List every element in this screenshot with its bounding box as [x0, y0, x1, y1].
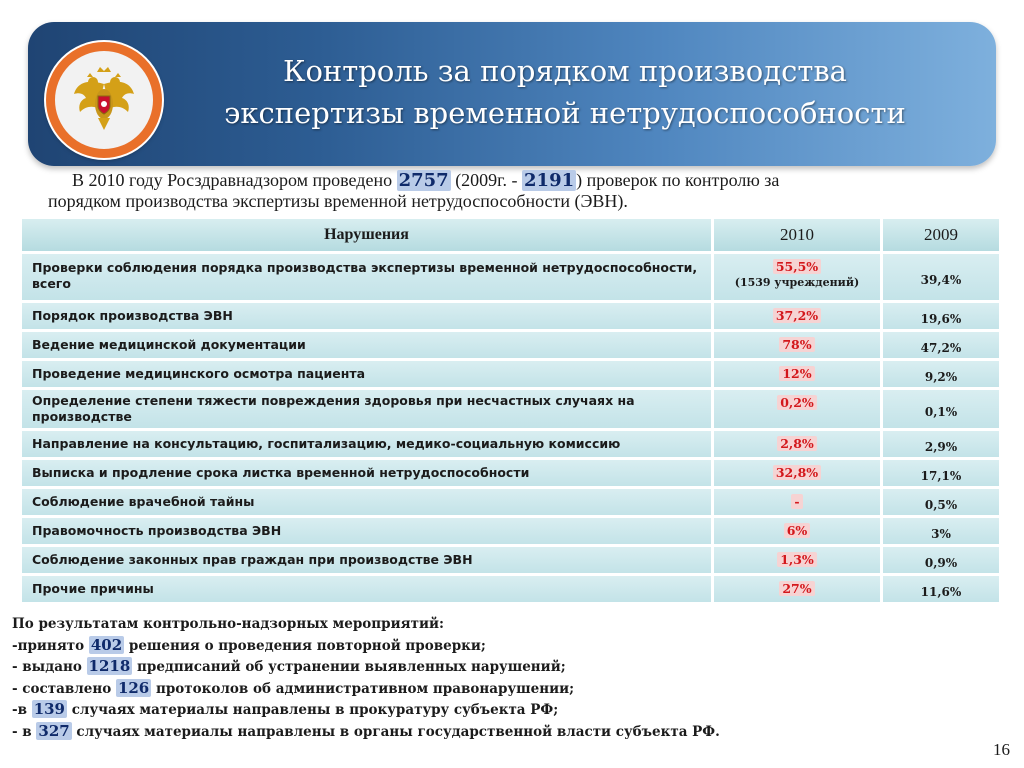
value-2010-text: 2,8% [777, 436, 817, 451]
result-prefix: -в [12, 702, 32, 718]
violation-name: Выписка и продление срока листка временной нетрудоспособности [22, 460, 714, 486]
result-prefix: - в [12, 723, 37, 740]
violation-name: Определение степени тяжести повреждения здоровья при несчастных случаях на производстве [22, 390, 714, 428]
result-text: случаях материалы направлены в прокуратуру субъекта РФ; [67, 702, 559, 718]
page-title [150, 50, 980, 134]
value-2009: 17,1% [883, 460, 1002, 486]
violation-name: Проведение медицинского осмотра пациента [22, 361, 714, 387]
table-row [22, 254, 1002, 300]
result-number: 327 [38, 721, 70, 740]
institutions-note: (1539 учреждений) [734, 276, 860, 289]
violation-name: Проверки соблюдения порядка производства экспертизы временной нетрудоспособности, всего [22, 254, 714, 300]
result-number: 126 [117, 678, 150, 697]
value-2010-text: 0,2% [777, 395, 817, 410]
value-2010-text: 6% [784, 523, 811, 538]
result-prefix: -принято [12, 637, 89, 654]
result-number: 402 [90, 635, 123, 654]
result-number: 139 [33, 700, 65, 718]
value-2010 [714, 547, 883, 573]
value-2010-text: 1,3% [777, 552, 817, 567]
table-row [22, 431, 1002, 457]
title-line-1: Контроль за порядком производства [283, 54, 847, 88]
value-2010 [714, 303, 883, 329]
value-2009: 3% [883, 518, 1002, 544]
result-text: решения о проведения повторной проверки; [124, 637, 486, 654]
result-prefix: - составлено [12, 680, 116, 697]
title-line-2: экспертизы временной нетрудоспособности [224, 96, 906, 130]
intro-line-1 [48, 170, 968, 191]
intro-text-3: ) проверок по контролю за [576, 170, 780, 190]
results-item-orders [12, 656, 972, 678]
intro-line-2: порядком производства экспертизы временной нетрудоспособности (ЭВН). [48, 191, 628, 211]
violation-name: Соблюдение законных прав граждан при производстве ЭВН [22, 547, 714, 573]
results-item-prosecutor [12, 699, 972, 721]
header-violations: Нарушения [22, 219, 714, 251]
intro-text-1: В 2010 году Росздравнадзором проведено [72, 170, 397, 190]
value-2010 [714, 431, 883, 457]
value-2010-text: 32,8% [773, 465, 821, 480]
value-2010 [714, 489, 883, 515]
table-row [22, 361, 1002, 387]
value-2010 [714, 332, 883, 358]
value-2009: 39,4% [883, 254, 1002, 300]
result-number: 1218 [88, 657, 131, 675]
violations-table [22, 216, 1002, 605]
header-2010: 2010 [714, 219, 883, 251]
violation-name: Правомочность производства ЭВН [22, 518, 714, 544]
violation-name: Направление на консультацию, госпитализацию, медико-социальную комиссию [22, 431, 714, 457]
table-row [22, 332, 1002, 358]
value-2010-text: 27% [779, 581, 814, 596]
table-row [22, 547, 1002, 573]
results-item-decisions [12, 635, 972, 657]
checks-2009-count: 2191 [524, 170, 575, 191]
value-2009: 11,6% [883, 576, 1002, 602]
value-2010-text: 55,5% [773, 259, 821, 274]
intro-paragraph [48, 170, 968, 211]
header-2009: 2009 [883, 219, 1002, 251]
value-2010 [714, 518, 883, 544]
value-2010-text: 78% [779, 337, 814, 352]
results-item-authorities [12, 721, 972, 743]
table-row [22, 576, 1002, 602]
violation-name: Соблюдение врачебной тайны [22, 489, 714, 515]
value-2010 [714, 460, 883, 486]
value-2010 [714, 390, 883, 428]
value-2009: 0,1% [883, 390, 1002, 428]
coat-of-arms-emblem [46, 42, 162, 158]
results-section [12, 614, 972, 742]
results-heading: По результатам контрольно-надзорных мероприятий: [12, 616, 444, 632]
checks-2010-count: 2757 [398, 170, 449, 191]
result-text: предписаний об устранении выявленных нарушений; [132, 659, 566, 675]
value-2009: 9,2% [883, 361, 1002, 387]
value-2010-text: 37,2% [773, 308, 821, 323]
value-2009: 47,2% [883, 332, 1002, 358]
table-row [22, 518, 1002, 544]
value-2010 [714, 361, 883, 387]
table-header-row [22, 219, 1002, 251]
value-2010 [714, 576, 883, 602]
result-prefix: - выдано [12, 659, 87, 675]
page-number: 16 [993, 740, 1010, 759]
table-row [22, 390, 1002, 428]
violation-name: Ведение медицинской документации [22, 332, 714, 358]
value-2010-text: - [791, 494, 802, 509]
value-2009: 0,5% [883, 489, 1002, 515]
violation-name: Порядок производства ЭВН [22, 303, 714, 329]
table-row [22, 489, 1002, 515]
intro-text-2: (2009г. - [450, 170, 523, 190]
value-2009: 2,9% [883, 431, 1002, 457]
value-2009: 19,6% [883, 303, 1002, 329]
result-text: случаях материалы направлены в органы государственной власти субъекта РФ. [71, 723, 720, 740]
table-row [22, 460, 1002, 486]
results-item-protocols [12, 678, 972, 700]
table-row [22, 303, 1002, 329]
result-text: протоколов об административном правонарушении; [151, 680, 575, 697]
value-2010 [714, 254, 883, 300]
violation-name: Прочие причины [22, 576, 714, 602]
value-2010-text: 12% [779, 366, 814, 381]
value-2009: 0,9% [883, 547, 1002, 573]
double-headed-eagle-icon [68, 64, 140, 136]
